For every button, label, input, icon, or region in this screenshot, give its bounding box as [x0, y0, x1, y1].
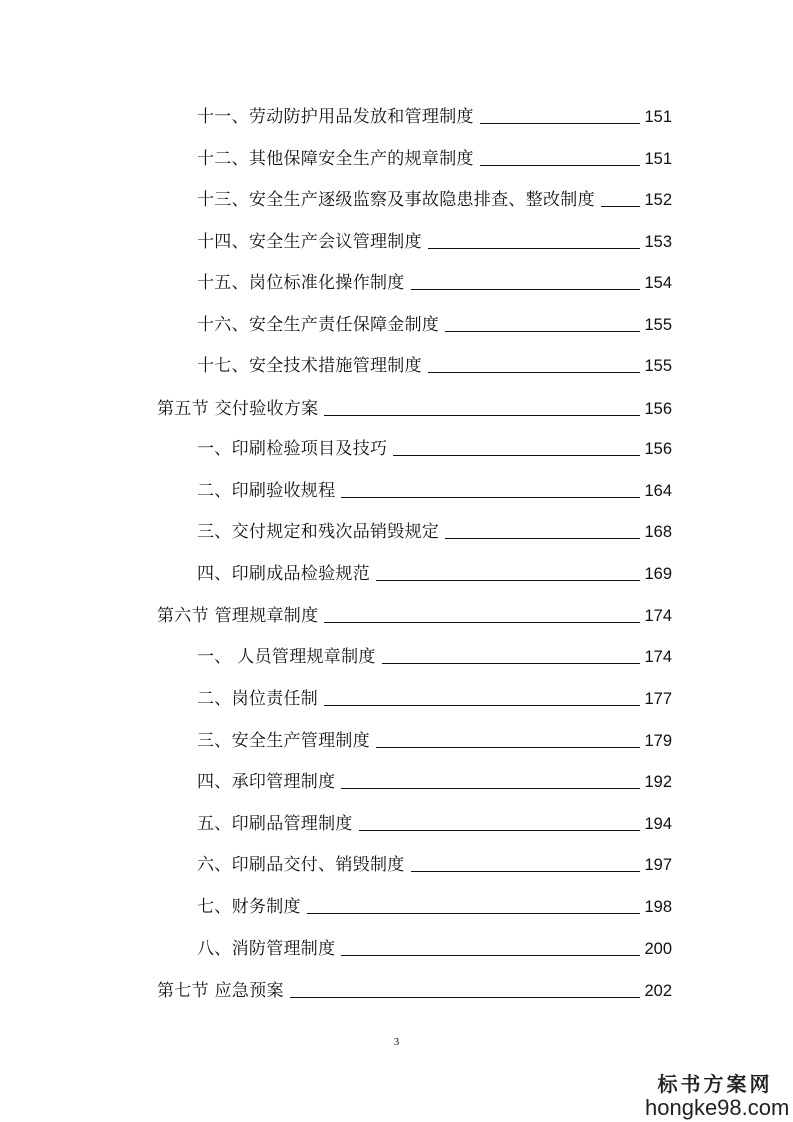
toc-section-entry[interactable]	[157, 395, 672, 419]
toc-entry-title: 十二、其他保障安全生产的规章制度	[197, 149, 474, 169]
toc-entry[interactable]	[197, 935, 672, 959]
toc-entry-page: 156	[644, 440, 672, 458]
toc-entry[interactable]	[197, 186, 672, 210]
toc-entry-title: 六、印刷品交付、销毁制度	[197, 855, 405, 875]
toc-entry[interactable]	[197, 477, 672, 501]
toc-entry-page: 154	[644, 274, 672, 292]
toc-entry-title: 三、交付规定和残次品销毁规定	[197, 522, 440, 542]
toc-entry-page: 194	[644, 815, 672, 833]
toc-entry-page: 155	[644, 357, 672, 375]
toc-entry-page: 169	[644, 565, 672, 583]
toc-entry-page: 151	[644, 108, 672, 126]
toc-entry-page: 156	[644, 400, 672, 418]
toc-entry-title: 八、消防管理制度	[197, 939, 336, 959]
toc-entry-title: 第六节 管理规章制度	[157, 606, 319, 626]
watermark-logo	[645, 1068, 790, 1121]
toc-leader-line	[324, 414, 640, 416]
toc-entry[interactable]	[197, 810, 672, 834]
toc-entry-title: 五、印刷品管理制度	[197, 814, 353, 834]
toc-section-entry[interactable]	[157, 977, 672, 1001]
toc-leader-line	[428, 371, 641, 373]
toc-leader-line	[428, 247, 641, 249]
toc-entry-page: 200	[644, 940, 672, 958]
toc-entry-title: 二、印刷验收规程	[197, 481, 336, 501]
toc-entry-page: 168	[644, 523, 672, 541]
toc-entry[interactable]	[197, 768, 672, 792]
toc-entry[interactable]	[197, 727, 672, 751]
toc-entry[interactable]	[197, 352, 672, 376]
toc-entry-page: 174	[644, 648, 672, 666]
toc-entry-page: 197	[644, 856, 672, 874]
toc-entry[interactable]	[197, 893, 672, 917]
toc-entry-page: 202	[644, 982, 672, 1000]
toc-leader-line	[359, 829, 641, 831]
toc-entry[interactable]	[197, 851, 672, 875]
toc-leader-line	[411, 288, 641, 290]
toc-entry-title: 四、承印管理制度	[197, 772, 336, 792]
toc-leader-line	[290, 996, 641, 998]
watermark-url: hongke98.com	[645, 1095, 790, 1120]
toc-entry[interactable]	[197, 145, 672, 169]
toc-leader-line	[480, 122, 641, 124]
toc-section-entry[interactable]	[157, 602, 672, 626]
toc-entry-page: 153	[644, 233, 672, 251]
toc-entry-page: 177	[644, 690, 672, 708]
toc-entry-title: 二、岗位责任制	[197, 689, 319, 709]
toc-entry[interactable]	[197, 518, 672, 542]
toc-leader-line	[341, 787, 640, 789]
page-number: 3	[393, 1036, 400, 1048]
toc-leader-line	[324, 621, 640, 623]
toc-entry[interactable]	[197, 685, 672, 709]
toc-entry[interactable]	[197, 103, 672, 127]
toc-leader-line	[445, 330, 640, 332]
toc-entry-title: 十六、安全生产责任保障金制度	[197, 315, 440, 335]
toc-entry-page: 151	[644, 150, 672, 168]
toc-leader-line	[445, 537, 640, 539]
toc-entry-title: 十三、安全生产逐级监察及事故隐患排查、整改制度	[197, 190, 595, 210]
toc-entry[interactable]	[197, 560, 672, 584]
toc-entry[interactable]	[197, 269, 672, 293]
toc-leader-line	[341, 496, 640, 498]
watermark-name: 标书方案网	[657, 1072, 773, 1096]
toc-leader-line	[376, 746, 640, 748]
toc-entry-title: 一、 人员管理规章制度	[197, 647, 376, 667]
toc-entry-title: 三、安全生产管理制度	[197, 731, 370, 751]
toc-entry-page: 174	[644, 607, 672, 625]
toc-leader-line	[324, 704, 640, 706]
toc-entry-title: 十五、岗位标准化操作制度	[197, 273, 405, 293]
toc-leader-line	[382, 662, 641, 664]
toc-entry-title: 十一、劳动防护用品发放和管理制度	[197, 107, 474, 127]
toc-entry[interactable]	[197, 643, 672, 667]
toc-leader-line	[601, 205, 641, 207]
toc-entry-title: 十七、安全技术措施管理制度	[197, 356, 422, 376]
toc-entry-title: 七、财务制度	[197, 897, 301, 917]
toc-entry-page: 198	[644, 898, 672, 916]
toc-entry-page: 192	[644, 773, 672, 791]
toc-entry-title: 一、印刷检验项目及技巧	[197, 439, 388, 459]
toc-entry[interactable]	[197, 435, 672, 459]
toc-leader-line	[411, 870, 641, 872]
toc-entry-page: 152	[644, 191, 672, 209]
toc-entry-page: 179	[644, 732, 672, 750]
toc-entry[interactable]	[197, 311, 672, 335]
toc-entry-page: 155	[644, 316, 672, 334]
toc-entry-page: 164	[644, 482, 672, 500]
toc-entry-title: 第七节 应急预案	[157, 981, 284, 1001]
toc-entry[interactable]	[197, 228, 672, 252]
toc-leader-line	[376, 579, 640, 581]
toc-leader-line	[393, 454, 640, 456]
toc-leader-line	[307, 912, 641, 914]
toc-entry-title: 十四、安全生产会议管理制度	[197, 232, 422, 252]
toc-leader-line	[480, 164, 641, 166]
toc-entry-title: 四、印刷成品检验规范	[197, 564, 370, 584]
toc-leader-line	[341, 954, 640, 956]
toc-entry-title: 第五节 交付验收方案	[157, 399, 319, 419]
